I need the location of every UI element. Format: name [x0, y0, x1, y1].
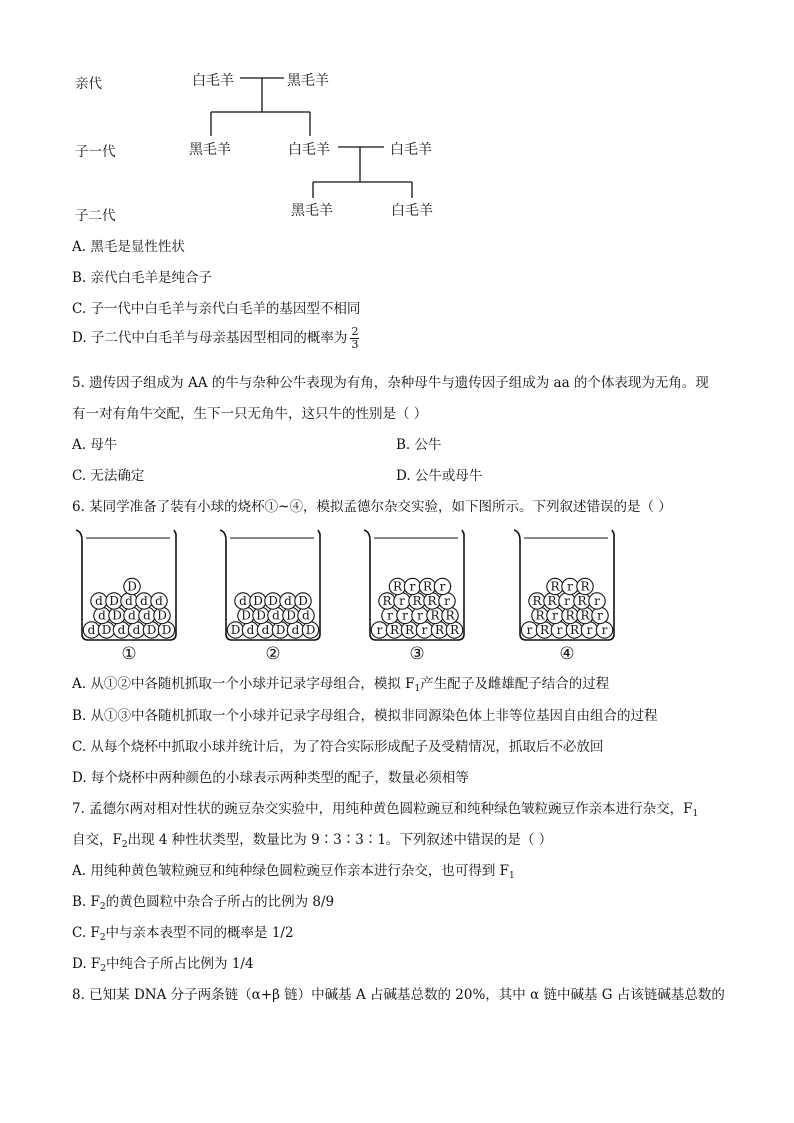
ball: [431, 622, 447, 638]
q7-stem-text: 自交，F: [72, 832, 122, 848]
ball: [446, 622, 462, 638]
ball-letter: d: [272, 608, 280, 623]
ball: [151, 593, 167, 609]
ball: [371, 622, 387, 638]
ball: [589, 593, 605, 609]
ball-letter: R: [382, 594, 392, 609]
ball-letter: D: [161, 623, 172, 638]
q4-option-b: B. 亲代白毛羊是纯合子: [72, 270, 213, 286]
ball: [389, 578, 405, 594]
ball-letter: R: [535, 608, 545, 623]
q7-option-d-text-end: 中纯合子所占比例为 1/4: [106, 956, 254, 972]
ball: [268, 607, 284, 623]
q6-option-b: B. 从①③中各随机抓取一个小球并记录字母组合，模拟非同源染色体上非等位基因自由组合的过程: [72, 708, 658, 724]
q5-option-b: B. 公牛: [396, 437, 442, 453]
ball-letter: D: [305, 623, 316, 638]
q6-option-a-text-end: 产生配子及雌雄配子结合的过程: [420, 676, 610, 692]
ball: [434, 578, 450, 594]
ball-letter: R: [532, 594, 542, 609]
ball: [287, 622, 303, 638]
ball-letter: r: [399, 594, 405, 609]
ball-letter: D: [101, 623, 112, 638]
q7-option-b: [72, 890, 334, 912]
beakers-figure: [0, 520, 794, 670]
ball-letter: d: [125, 594, 133, 609]
ball-letter: R: [422, 579, 433, 594]
ball: [416, 622, 432, 638]
ball: [424, 593, 440, 609]
gen-label-f2: 子二代: [75, 208, 116, 224]
ball: [253, 607, 269, 623]
ball: [419, 578, 435, 594]
ball: [521, 622, 537, 638]
ball: [562, 578, 578, 594]
ball-letter: r: [526, 623, 533, 638]
q7-stem-text: 7. 孟德尔两对相对性状的豌豆杂交实验中，用纯种黄色圆粒豌豆和纯种绿色皱粒豌豆作亲本进行杂交，F: [72, 801, 693, 817]
ball: [382, 607, 398, 623]
ball: [280, 593, 296, 609]
q6-option-d: D. 每个烧杯中两种颜色的小球表示两种类型的配子，数量必须相等: [72, 770, 469, 786]
ball: [295, 593, 311, 609]
ball-letter: d: [302, 608, 310, 623]
ball-letter: D: [109, 594, 119, 609]
ball-letter: D: [146, 623, 157, 638]
ball-letter: R: [430, 608, 440, 623]
ball: [562, 607, 578, 623]
ball-letter: D: [256, 608, 266, 623]
ball-letter: D: [127, 579, 137, 594]
f2-white-sheep: 白毛羊: [391, 203, 433, 219]
q7-stem-line1: [72, 797, 698, 819]
ball: [592, 607, 608, 623]
ball: [536, 622, 552, 638]
ball: [551, 622, 567, 638]
ball-letter: d: [117, 623, 126, 638]
ball-letter: d: [239, 594, 247, 609]
ball-letter: R: [565, 608, 575, 623]
ball: [154, 607, 170, 623]
q7-stem-line2: [72, 828, 552, 850]
ball: [98, 622, 114, 638]
ball-letter: D: [112, 608, 122, 623]
beaker-3: [364, 530, 464, 664]
q7-option-b-text: B. F: [72, 894, 100, 910]
ball: [265, 593, 281, 609]
f1-black-sheep: 黑毛羊: [189, 142, 231, 158]
ball-letter: r: [564, 594, 570, 609]
ball-letter: d: [261, 623, 270, 638]
gen-label-parents: 亲代: [75, 76, 102, 92]
ball-letter: d: [143, 608, 151, 623]
q5-option-c: C. 无法确定: [72, 468, 145, 484]
fraction-numerator: 2: [351, 325, 359, 338]
q7-option-c-text-end: 中与亲本表型不同的概率是 1/2: [105, 925, 294, 941]
ball-letter: D: [253, 594, 263, 609]
q4-option-d: [72, 326, 359, 351]
ball-letter: r: [567, 579, 573, 594]
ball: [298, 607, 314, 623]
ball-letter: r: [421, 623, 428, 638]
gen-label-f1: 子一代: [75, 144, 116, 160]
ball: [235, 593, 251, 609]
ball: [94, 607, 110, 623]
ball: [404, 578, 420, 594]
ball-letter: r: [594, 594, 600, 609]
ball: [394, 593, 410, 609]
ball: [577, 578, 593, 594]
ball-letter: r: [409, 579, 416, 594]
ball-letter: d: [95, 594, 103, 609]
q6-stem: 6. 某同学准备了装有小球的烧杯①~④，模拟孟德尔杂交实验，如下图所示。下列叙述错误的是（ ）: [72, 499, 672, 515]
fraction-denominator: 3: [351, 338, 359, 351]
ball: [379, 593, 395, 609]
beaker-4: [514, 530, 614, 664]
ball-letter: R: [580, 608, 590, 623]
ball: [158, 622, 174, 638]
ball-letter: R: [569, 623, 580, 638]
q7-option-d: [72, 952, 254, 974]
ball: [409, 593, 425, 609]
subscript: 1: [414, 684, 421, 694]
ball-letter: d: [155, 594, 163, 609]
ball-letter: R: [392, 579, 403, 594]
subscript: 2: [99, 902, 106, 912]
ball-letter: R: [427, 594, 437, 609]
ball-letter: r: [376, 623, 383, 638]
ball: [124, 578, 140, 594]
q8-stem-line1: 8. 已知某 DNA 分子两条链（α+β 链）中碱基 A 占碱基总数的 20%，其中 α 链中碱基 G 占该链碱基总数的: [72, 987, 725, 1003]
q7-option-a-text: A. 用纯种黄色皱粒豌豆和纯种绿色圆粒豌豆作亲本进行杂交，也可得到 F: [72, 863, 509, 879]
ball: [397, 607, 413, 623]
q7-option-c-text: C. F: [72, 925, 100, 941]
ball: [124, 607, 140, 623]
ball-letter: r: [417, 608, 423, 623]
ball: [439, 593, 455, 609]
q6-option-a-text: A. 从①②中各随机抓取一个小球并记录字母组合，模拟 F: [72, 676, 415, 692]
ball-letter: r: [444, 594, 450, 609]
q5-option-a: A. 母牛: [72, 437, 118, 453]
ball-letter: R: [539, 623, 550, 638]
ball: [272, 622, 288, 638]
parent-black-sheep: 黑毛羊: [287, 73, 329, 89]
q5-stem-line2: 有一对有角牛交配，生下一只无角牛，这只牛的性别是（ ）: [72, 406, 428, 422]
ball-letter: r: [601, 623, 608, 638]
q7-option-a: [72, 859, 515, 881]
ball-letter: R: [550, 579, 560, 594]
ball: [91, 593, 107, 609]
ball-letter: R: [389, 623, 400, 638]
ball-letter: R: [434, 623, 445, 638]
ball: [566, 622, 582, 638]
beaker-2: [220, 530, 320, 664]
ball-letter: d: [284, 594, 292, 609]
ball-letter: D: [230, 623, 241, 638]
ball-letter: d: [291, 623, 300, 638]
ball-letter: d: [128, 608, 136, 623]
ball: [113, 622, 129, 638]
ball: [442, 607, 458, 623]
ball-letter: d: [246, 623, 255, 638]
ball-letter: R: [404, 623, 415, 638]
q6-option-c: C. 从每个烧杯中抓取小球并统计后，为了符合实际形成配子及受精情况，抓取后不必放回: [72, 739, 604, 755]
ball: [427, 607, 443, 623]
ball-letter: d: [132, 623, 141, 638]
ball-letter: R: [445, 608, 455, 623]
ball: [136, 593, 152, 609]
ball-letter: D: [286, 608, 296, 623]
f1-white-sheep: 白毛羊: [288, 142, 330, 158]
beaker-label: ④: [559, 644, 575, 664]
beaker-label: ①: [121, 644, 137, 664]
f2-black-sheep: 黑毛羊: [291, 203, 333, 219]
beaker-label: ③: [409, 644, 425, 664]
subscript: 2: [121, 840, 128, 850]
ball: [121, 593, 137, 609]
ball: [83, 622, 99, 638]
f1-white-sheep-mate: 白毛羊: [390, 142, 432, 158]
subscript: 1: [692, 809, 699, 819]
ball-letter: r: [387, 608, 393, 623]
ball-letter: D: [268, 594, 278, 609]
ball: [386, 622, 402, 638]
ball: [143, 622, 159, 638]
ball-letter: r: [552, 608, 558, 623]
ball: [139, 607, 155, 623]
ball: [283, 607, 299, 623]
parent-white-sheep: 白毛羊: [192, 73, 234, 89]
ball: [544, 593, 560, 609]
subscript: 2: [99, 933, 106, 943]
ball-letter: d: [140, 594, 148, 609]
ball: [529, 593, 545, 609]
ball-letter: d: [87, 623, 96, 638]
ball-letter: R: [577, 594, 587, 609]
ball: [250, 593, 266, 609]
ball: [412, 607, 428, 623]
ball-letter: D: [241, 608, 251, 623]
ball-letter: R: [449, 623, 460, 638]
ball-letter: r: [439, 579, 446, 594]
subscript: 2: [100, 964, 107, 974]
ball: [577, 607, 593, 623]
ball-letter: R: [412, 594, 422, 609]
q7-option-b-text-end: 的黄色圆粒中杂合子所占的比例为 8/9: [105, 894, 335, 910]
ball-letter: r: [402, 608, 408, 623]
ball: [302, 622, 318, 638]
ball-letter: r: [586, 623, 593, 638]
q5-stem-line1: 5. 遗传因子组成为 AA 的牛与杂种公牛表现为有角，杂种母牛与遗传因子组成为 aa 的个体表现为无角。现: [72, 375, 709, 391]
ball: [596, 622, 612, 638]
beaker-1: [76, 530, 176, 664]
ball: [106, 593, 122, 609]
ball: [401, 622, 417, 638]
q4-option-d-text: D. 子二代中白毛羊与母亲基因型相同的概率为: [72, 330, 348, 346]
ball-letter: R: [580, 579, 590, 594]
ball: [581, 622, 597, 638]
ball: [109, 607, 125, 623]
q4-option-a: A. 黑毛是显性性状: [72, 239, 185, 255]
ball-letter: D: [157, 608, 167, 623]
subscript: 1: [509, 871, 515, 881]
ball: [128, 622, 144, 638]
ball: [559, 593, 575, 609]
q5-option-d: D. 公牛或母牛: [396, 468, 483, 484]
q7-option-c: [72, 921, 294, 943]
ball-letter: r: [556, 623, 563, 638]
ball: [242, 622, 258, 638]
q6-option-a: [72, 672, 609, 694]
ball: [532, 607, 548, 623]
ball-letter: R: [547, 594, 557, 609]
beaker-label: ②: [265, 644, 281, 664]
ball-letter: D: [298, 594, 308, 609]
q7-option-d-text: D. F: [72, 956, 101, 972]
ball-letter: r: [597, 608, 603, 623]
ball: [547, 578, 563, 594]
ball-letter: d: [98, 608, 106, 623]
ball: [574, 593, 590, 609]
ball: [227, 622, 243, 638]
ball-letter: D: [275, 623, 286, 638]
q4-option-c: C. 子一代中白毛羊与亲代白毛羊的基因型不相同: [72, 301, 361, 317]
fraction: [350, 326, 359, 351]
ball: [547, 607, 563, 623]
q7-stem-text-end: 出现 4 种性状类型，数量比为 9∶3∶3∶1。下列叙述中错误的是（ ）: [127, 832, 553, 848]
ball: [257, 622, 273, 638]
ball: [238, 607, 254, 623]
